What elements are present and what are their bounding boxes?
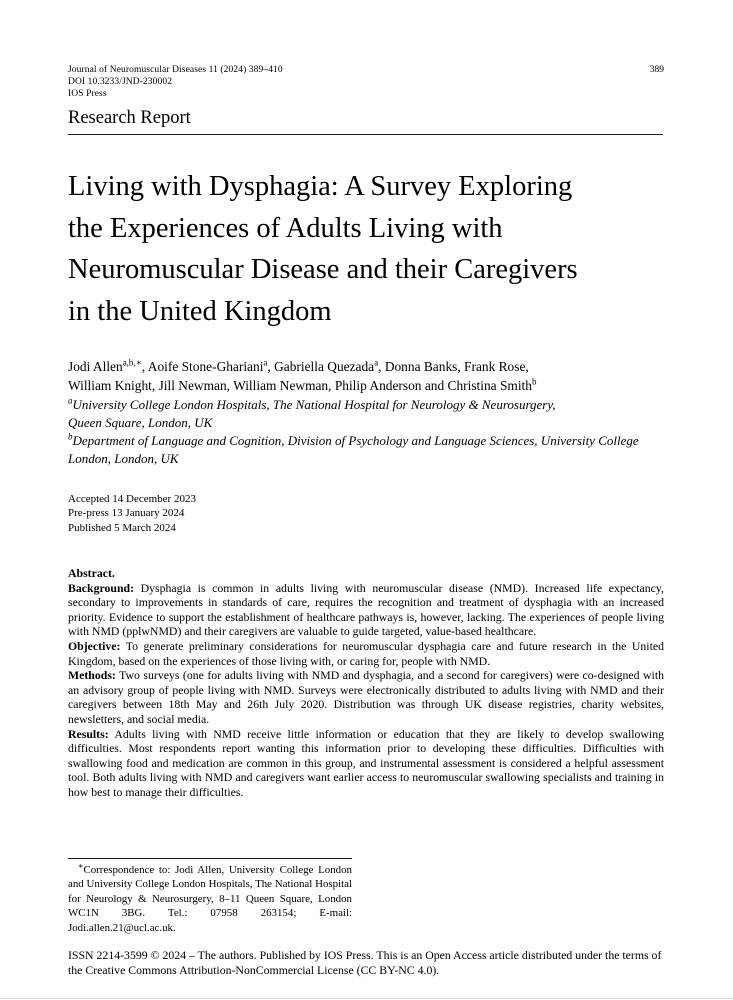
affiliation-text: Queen Square, London, UK	[68, 415, 213, 430]
author-affiliation-marker: a	[263, 357, 268, 368]
abstract-paragraph-background	[68, 581, 664, 639]
author-affiliation-marker: a	[374, 357, 379, 368]
affiliation-text: Department of Language and Cognition, Division of Psychology and Language Sciences, University College	[72, 433, 639, 448]
author-name: , Aoife Stone-Ghariani	[141, 359, 264, 374]
paragraph-text: Two surveys (one for adults living with NMD and dysphagia, and a second for caregivers) were co-designed with an advisory group of people living with NMD. Surveys were electronically distributed to adults living with NMD and their caregivers between 18th May and 26th July 2020. Distribution was through UK disease registries, charity websites, newsletters, and social media.	[68, 668, 664, 726]
abstract-heading: Abstract.	[68, 566, 115, 580]
accepted-date: Accepted 14 December 2023	[68, 493, 196, 505]
affiliations	[68, 396, 668, 468]
footnote-body: Correspondence to: Jodi Allen, University College London and University College London Hospitals, The National Hospital for Neurology & Neurosurgery, 8–11 Queen Square, London WC1N 3BG. Tel.: 07958 263154; E-mail: Jodi.allen.21@ucl.ac.uk.	[68, 864, 352, 934]
journal-meta	[68, 64, 283, 100]
title-line-4: in the United Kingdom	[68, 295, 332, 327]
author-names: William Knight, Jill Newman, William Newman, Philip Anderson and Christina Smith	[68, 378, 532, 393]
author-name: , Gabriella Quezada	[267, 359, 375, 374]
journal-header	[68, 64, 664, 100]
article-title	[68, 166, 678, 332]
published-date: Published 5 March 2024	[68, 521, 176, 534]
abstract-paragraph-methods	[68, 668, 664, 726]
paragraph-text: Adults living with NMD receive little information or education that they are likely to develop swallowing difficulties. Most respondents report wanting this information prior to developing these difficulties. Difficulties with swallowing food and medication are common in this group, and instrumental assessment is considered a helpful assessment tool. Both adults living with NMD and caregivers want earlier access to neuromuscular swallowing specialists and training in how best to manage their difficulties.	[68, 726, 664, 799]
title-line-1: Living with Dysphagia: A Survey Exploring	[68, 171, 573, 202]
abstract-paragraph-objective	[68, 639, 664, 668]
page-bottom-edge	[0, 998, 733, 999]
section-label: Research Report	[68, 108, 191, 128]
abstract-section	[68, 566, 664, 800]
affiliation-a	[68, 396, 668, 432]
correspondence-text	[68, 863, 352, 935]
paragraph-label: Background:	[68, 580, 134, 595]
issn-copyright-line: ISSN 2214-3599 © 2024 – The authors. Published by IOS Press. This is an Open Access article distributed under the terms of the Creative Commons Attribution-NonCommercial License (CC BY-NC 4.0).	[68, 948, 662, 977]
affiliation-marker: b	[68, 431, 73, 442]
paragraph-text: Dysphagia is common in adults living with neuromuscular disease (NMD). Increased life expectancy, secondary to improvements in standards of care, requires the recognition and treatment of dysphagia with an increased priority. Evidence to support the establishment of healthcare pathways is, however, lacking. The experiences of people living with NMD (pplwNMD) and their caregivers are valuable to guide targeted, value-based healthcare.	[68, 580, 664, 639]
affiliation-text: University College London Hospitals, The National Hospital for Neurology & Neurosurgery,	[72, 397, 556, 412]
author-affiliation-marker: b	[531, 376, 537, 387]
prepress-date: Pre-press 13 January 2024	[68, 507, 185, 520]
paragraph-text: To generate preliminary considerations for neuromuscular dysphagia care and future research in the United Kingdom, based on the experiences of those living with, or caring for, people with NMD.	[68, 638, 664, 668]
article-dates	[68, 492, 196, 535]
authors-line-2	[68, 376, 668, 395]
authors-block	[68, 357, 668, 468]
author-affiliation-marker: a,b,∗	[122, 357, 142, 368]
paragraph-label: Objective:	[68, 638, 121, 653]
author-names: , Donna Banks, Frank Rose,	[378, 359, 529, 374]
affiliation-b	[68, 432, 668, 468]
paragraph-label: Methods:	[68, 668, 116, 683]
footnote-marker: ∗	[78, 861, 84, 871]
author-name: Jodi Allen	[68, 359, 123, 374]
header-rule	[68, 134, 663, 135]
journal-citation-line: Journal of Neuromuscular Diseases 11 (2024) 389–410	[68, 65, 283, 75]
page-number: 389	[649, 65, 664, 75]
doi-line: DOI 10.3233/JND-230002	[68, 77, 173, 87]
abstract-paragraph-results	[68, 727, 664, 800]
publisher-name: IOS Press	[68, 89, 107, 99]
paragraph-label: Results:	[68, 726, 109, 741]
title-line-3: Neuromuscular Disease and their Caregivers	[68, 254, 578, 285]
title-line-2: the Experiences of Adults Living with	[68, 212, 503, 244]
affiliation-marker: a	[68, 395, 73, 406]
authors-line-1	[68, 357, 668, 376]
footnote-rule	[68, 858, 352, 859]
correspondence-footnote	[68, 858, 352, 935]
affiliation-text: London, London, UK	[68, 451, 179, 466]
